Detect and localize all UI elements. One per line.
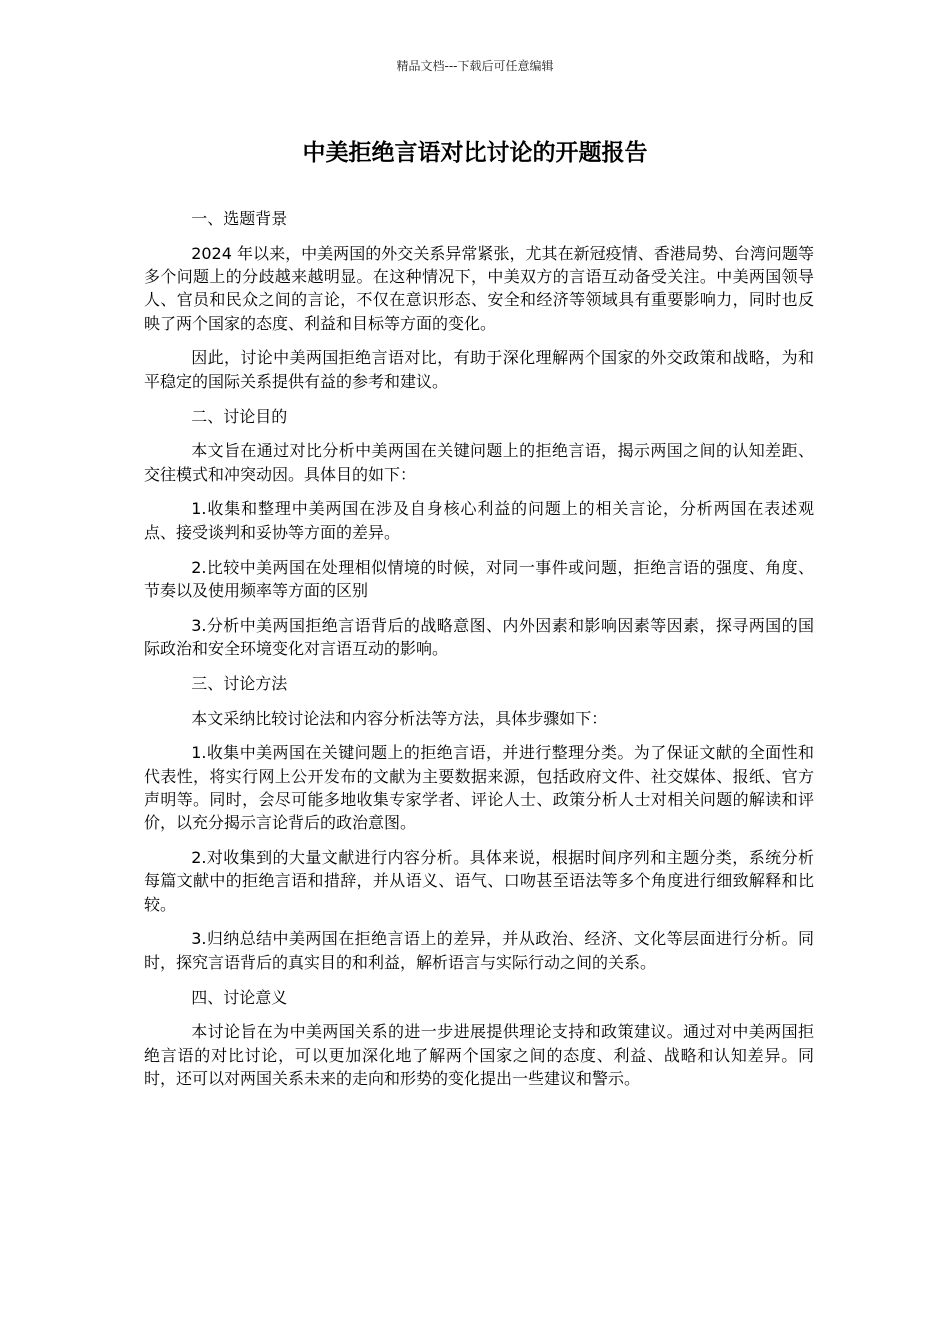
section-heading: 三、讨论方法 <box>191 673 288 693</box>
paragraph: 因此，讨论中美两国拒绝言语对比，有助于深化理解两个国家的外交政策和战略，为和平稳定的国际关系提供有益的参考和建议。 <box>144 348 814 391</box>
paragraph: 1.收集中美两国在关键问题上的拒绝言语，并进行整理分类。为了保证文献的全面性和代表性，将实行网上公开发布的文献为主要数据来源，包括政府文件、社交媒体、报纸、官方声明等。同时，会尽可能多地收集专家学者、评论人士、政策分析人士对相关问题的解读和评价，以充分揭示言论背后的政治意图。 <box>144 743 814 833</box>
section-heading: 二、讨论目的 <box>191 406 288 426</box>
section-significance <box>144 986 814 1091</box>
document-body <box>144 207 814 1102</box>
header-note: 精品文档---下载后可任意编辑 <box>396 59 554 73</box>
paragraph: 2.对收集到的大量文献进行内容分析。具体来说，根据时间序列和主题分类，系统分析每篇文献中的拒绝言语和措辞，并从语义、语气、口吻甚至语法等多个角度进行细致解释和比较。 <box>144 848 814 914</box>
section-heading: 四、讨论意义 <box>191 987 288 1007</box>
paragraph: 2.比较中美两国在处理相似情境的时候，对同一事件或问题，拒绝言语的强度、角度、节奏以及使用频率等方面的区别 <box>144 557 814 600</box>
section-background <box>144 207 814 393</box>
paragraph: 本文采纳比较讨论法和内容分析法等方法，具体步骤如下： <box>191 708 608 728</box>
section-purpose <box>144 405 814 661</box>
paragraph: 本讨论旨在为中美两国关系的进一步进展提供理论支持和政策建议。通过对中美两国拒绝言语的对比讨论，可以更加深化地了解两个国家之间的态度、利益、战略和认知差异。同时，还可以对两国关系未来的走向和形势的变化提出一些建议和警示。 <box>144 1022 814 1088</box>
document-title: 中美拒绝言语对比讨论的开题报告 <box>302 140 648 166</box>
section-heading: 一、选题背景 <box>191 209 288 228</box>
paragraph: 1.收集和整理中美两国在涉及自身核心利益的问题上的相关言论，分析两国在表述观点、接受谈判和妥协等方面的差异。 <box>144 499 814 542</box>
paragraph: 3.分析中美两国拒绝言语背后的战略意图、内外因素和影响因素等因素，探寻两国的国际政治和安全环境变化对言语互动的影响。 <box>144 615 814 658</box>
section-method <box>144 672 814 974</box>
paragraph: 3.归纳总结中美两国在拒绝言语上的差异，并从政治、经济、文化等层面进行分析。同时，探究言语背后的真实目的和利益，解析语言与实际行动之间的关系。 <box>144 929 814 972</box>
paragraph: 2024 年以来，中美两国的外交关系异常紧张，尤其在新冠疫情、香港局势、台湾问题等多个问题上的分歧越来越明显。在这种情况下，中美双方的言语互动备受关注。中美两国领导人、官员和民众之间的言论，不仅在意识形态、安全和经济等领域具有重要影响力，同时也反映了两个国家的态度、利益和目标等方面的变化。 <box>144 243 814 333</box>
paragraph: 本文旨在通过对比分析中美两国在关键问题上的拒绝言语，揭示两国之间的认知差距、交往模式和冲突动因。具体目的如下： <box>144 441 814 484</box>
